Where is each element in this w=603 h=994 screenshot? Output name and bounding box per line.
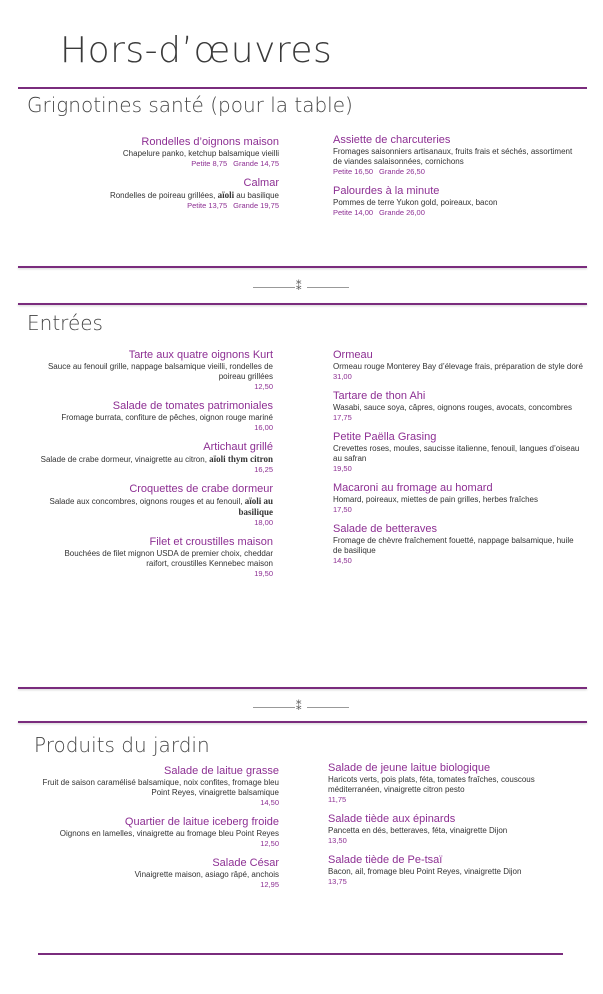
menu-item <box>40 483 273 527</box>
menu-item <box>328 762 573 804</box>
price-value: 12,95 <box>260 880 279 889</box>
menu-item <box>40 441 273 474</box>
menu-item-name: Tartare de thon Ahi <box>333 390 426 402</box>
menu-item-name: Palourdes à la minute <box>333 185 440 197</box>
menu-item-price <box>40 839 279 848</box>
price-value: Petite 8,75 <box>191 159 228 168</box>
menu-item <box>40 857 279 889</box>
entrees-right-column <box>333 349 583 574</box>
price-value: 16,00 <box>254 423 273 432</box>
price-value: 13,50 <box>328 836 347 845</box>
menu-item-description: Bouchées de filet mignon USDA de premier choix, cheddar raifort, croustilles Kennebec maison <box>64 549 273 568</box>
menu-item-description <box>40 496 273 518</box>
grignotines-right-column <box>333 134 573 226</box>
menu-item-price <box>333 372 583 381</box>
menu-item-price <box>40 798 279 807</box>
menu-item-description: Homard, poireaux, miettes de pain grilles, herbes fraîches <box>333 495 538 504</box>
menu-item-price <box>333 556 583 565</box>
price-value: 17,75 <box>333 413 352 422</box>
menu-item-description <box>60 190 279 201</box>
menu-item <box>333 134 573 176</box>
divider-line-right <box>307 287 349 288</box>
page-title: Hors-d’œuvres <box>60 30 333 71</box>
price-value: Grande 26,00 <box>379 208 425 217</box>
ornament-icon: ⁑ <box>296 280 302 293</box>
price-value: Petite 16,50 <box>333 167 374 176</box>
menu-item-description-part: Rondelles de poireau grillées, <box>109 191 218 200</box>
menu-item-description: Haricots verts, pois plats, féta, tomates fraîches, couscous méditerranéen, vinaigrette citron pesto <box>328 775 535 794</box>
section-rule <box>18 303 587 305</box>
menu-item <box>333 431 583 473</box>
menu-item-name: Quartier de laitue iceberg froide <box>124 816 279 828</box>
menu-item-name: Petite Paëlla Grasing <box>333 431 437 443</box>
menu-item-name: Salade César <box>212 857 279 869</box>
menu-item-name: Salade de jeune laitue biologique <box>328 762 491 774</box>
menu-item <box>40 536 273 578</box>
menu-item <box>40 349 273 391</box>
menu-item-name: Filet et croustilles maison <box>149 536 273 548</box>
section-title-grignotines: Grignotines santé (pour la table) <box>27 93 353 117</box>
menu-item <box>60 136 279 168</box>
menu-item-description: Fromages saisonniers artisanaux, fruits frais et séchés, assortiment de viandes salaisonnées, cornichons <box>333 147 573 166</box>
menu-item <box>40 816 279 848</box>
menu-item-price <box>328 795 573 804</box>
price-value: 12,50 <box>260 839 279 848</box>
price-value: Grande 14,75 <box>233 159 279 168</box>
section-rule <box>18 687 587 689</box>
menu-item-price <box>333 505 583 514</box>
menu-item-name: Salade tiède de Pe-tsaï <box>328 854 443 866</box>
menu-item <box>333 482 583 514</box>
menu-item-price <box>40 465 273 474</box>
price-value: Grande 26,50 <box>379 167 425 176</box>
section-title-jardin: Produits du jardin <box>34 733 210 757</box>
menu-item-price <box>333 208 573 217</box>
menu-item-name: Macaroni au fromage au homard <box>333 482 493 494</box>
price-value: 12,50 <box>254 382 273 391</box>
menu-item <box>333 349 583 381</box>
menu-item-name: Salade de tomates patrimoniales <box>112 400 273 412</box>
menu-item-price <box>333 413 583 422</box>
menu-item-description: Fromage burrata, confiture de pêches, oignon rouge mariné <box>61 413 273 422</box>
price-value: 14,50 <box>333 556 352 565</box>
menu-item-name: Rondelles d’oignons maison <box>141 136 279 148</box>
menu-item-price <box>333 464 583 473</box>
menu-item-name: Artichaut grillé <box>203 441 273 453</box>
menu-item-description: Ormeau rouge Monterey Bay d’élevage frais, préparation de style doré <box>333 362 583 371</box>
menu-item-description-part: au basilique <box>234 191 279 200</box>
menu-item <box>333 185 573 217</box>
menu-item-name: Assiette de charcuteries <box>333 134 451 146</box>
menu-item-price <box>60 159 279 168</box>
menu-item <box>40 400 273 432</box>
menu-item-description-part: Salade aux concombres, oignons rouges et au fenouil, <box>49 497 245 506</box>
price-value: 31,00 <box>333 372 352 381</box>
price-value: 17,50 <box>333 505 352 514</box>
price-value: 19,50 <box>254 569 273 578</box>
price-value: Grande 19,75 <box>233 201 279 210</box>
jardin-right-column <box>328 762 573 895</box>
menu-item <box>328 854 573 886</box>
menu-item-price <box>40 518 273 527</box>
menu-item-description: Pommes de terre Yukon gold, poireaux, bacon <box>333 198 498 207</box>
ornament-divider <box>253 700 349 713</box>
menu-item <box>40 765 279 807</box>
menu-item-description-bold: aïoli au basilique <box>238 496 273 517</box>
menu-item-description: Oignons en lamelles, vinaigrette au fromage bleu Point Reyes <box>59 829 279 838</box>
menu-item <box>333 390 583 422</box>
menu-item-description: Crevettes roses, moules, saucisse italienne, fenouil, langues d’oiseau au safran <box>333 444 580 463</box>
menu-item-description: Chapelure panko, ketchup balsamique vieilli <box>122 149 279 158</box>
bottom-rule <box>38 953 563 955</box>
menu-item-description <box>40 454 273 465</box>
price-value: 11,75 <box>328 795 347 804</box>
menu-item-description-bold: aïoli thym citron <box>209 454 273 464</box>
menu-item-price <box>328 877 573 886</box>
menu-item <box>328 813 573 845</box>
menu-item-price <box>40 382 273 391</box>
grignotines-left-column <box>60 136 279 219</box>
divider-line-right <box>307 707 349 708</box>
menu-item-name: Croquettes de crabe dormeur <box>129 483 273 495</box>
menu-item-description: Bacon, ail, fromage bleu Point Reyes, vinaigrette Dijon <box>328 867 522 876</box>
menu-item-description-part: Salade de crabe dormeur, vinaigrette au citron, <box>40 455 210 464</box>
menu-item-description: Fromage de chèvre fraîchement fouetté, nappage balsamique, huile de basilique <box>333 536 574 555</box>
price-value: 13,75 <box>328 877 347 886</box>
menu-item-name: Salade tiède aux épinards <box>328 813 456 825</box>
menu-item-description-bold: aïoli <box>217 190 235 200</box>
menu-item-description: Vinaigrette maison, asiago râpé, anchois <box>134 870 279 879</box>
menu-item-description: Sauce au fenouil grille, nappage balsamique vieilli, rondelles de poireau grillées <box>47 362 273 381</box>
price-value: 19,50 <box>333 464 352 473</box>
entrees-left-column <box>40 349 273 587</box>
menu-item-name: Salade de laitue grasse <box>164 765 279 777</box>
menu-item-name: Ormeau <box>333 349 373 361</box>
menu-item-name: Salade de betteraves <box>333 523 437 535</box>
price-value: 18,00 <box>254 518 273 527</box>
jardin-left-column <box>40 765 279 898</box>
divider-line-left <box>253 707 295 708</box>
menu-item-price <box>40 569 273 578</box>
menu-item-name: Tarte aux quatre oignons Kurt <box>128 349 273 361</box>
section-rule <box>18 266 587 268</box>
menu-item <box>60 177 279 210</box>
menu-item-price <box>40 880 279 889</box>
ornament-icon: ⁑ <box>296 700 302 713</box>
menu-item-price <box>60 201 279 210</box>
price-value: 16,25 <box>254 465 273 474</box>
price-value: 14,50 <box>260 798 279 807</box>
price-value: Petite 14,00 <box>333 208 374 217</box>
menu-item-description: Pancetta en dés, betteraves, féta, vinaigrette Dijon <box>328 826 508 835</box>
menu-item <box>333 523 583 565</box>
menu-item-price <box>328 836 573 845</box>
divider-line-left <box>253 287 295 288</box>
ornament-divider <box>253 280 349 293</box>
price-value: Petite 13,75 <box>187 201 228 210</box>
section-rule <box>18 721 587 723</box>
title-rule <box>18 87 587 89</box>
menu-item-name: Calmar <box>243 177 279 189</box>
menu-item-price <box>40 423 273 432</box>
section-title-entrees: Entrées <box>27 311 103 335</box>
menu-item-description: Fruit de saison caramélisé balsamique, noix confites, fromage bleu Point Reyes, vinaigrette balsamique <box>42 778 279 797</box>
menu-item-description: Wasabi, sauce soya, câpres, oignons rouges, avocats, concombres <box>333 403 572 412</box>
menu-item-price <box>333 167 573 176</box>
